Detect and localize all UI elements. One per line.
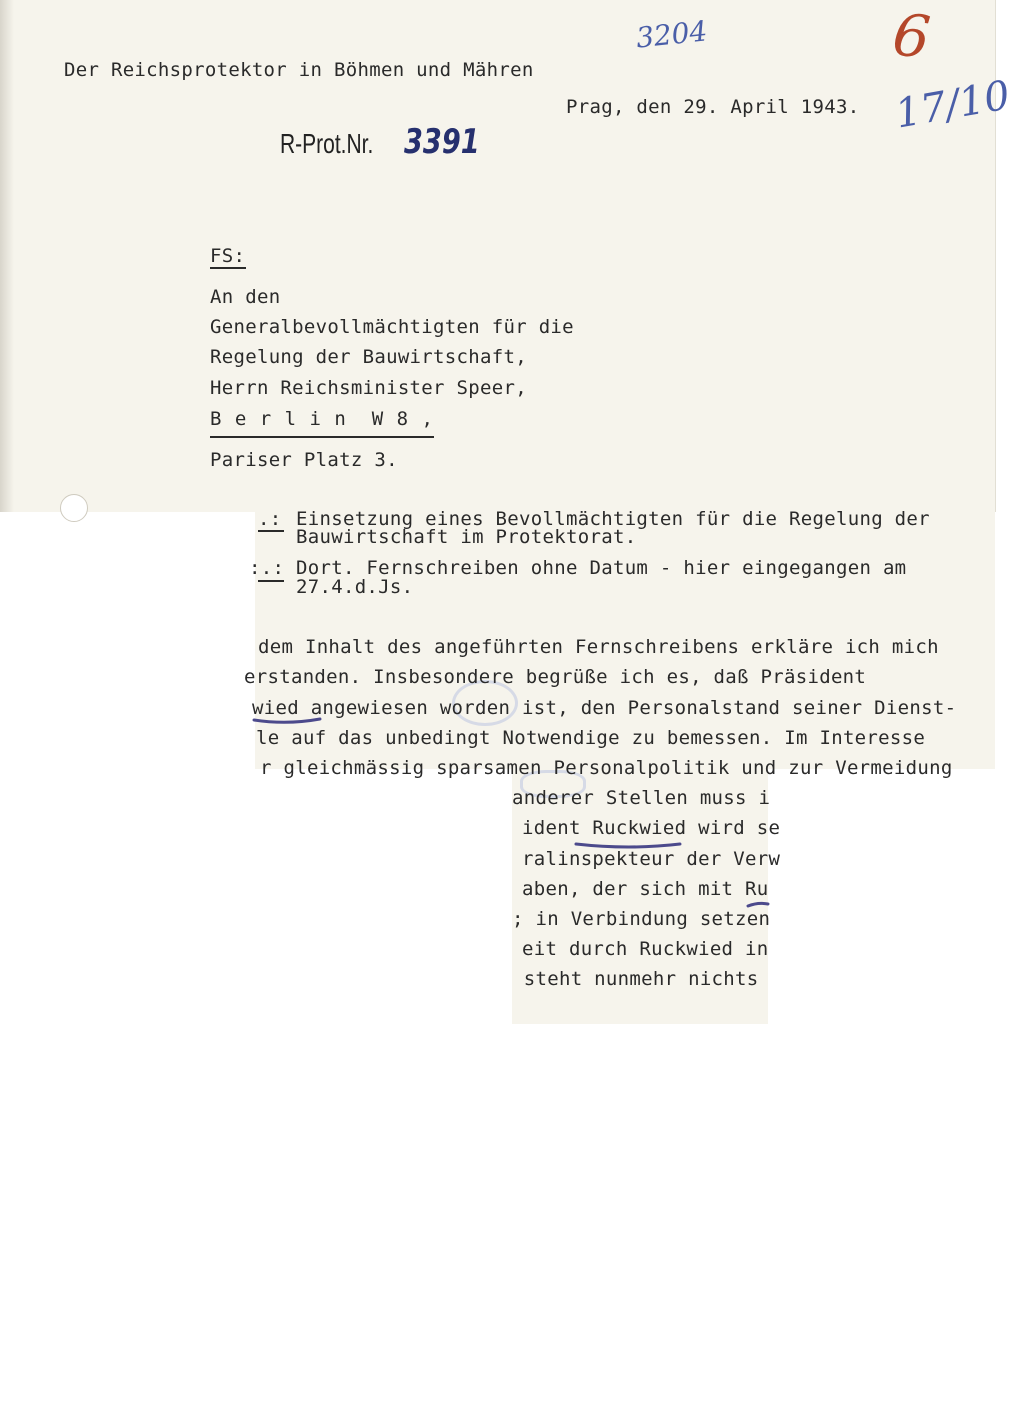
subject-line: Bauwirtschaft im Protektorat. xyxy=(296,526,637,548)
subject-label-underline xyxy=(258,530,284,532)
body-line: le auf das unbedingt Notwendige zu bemessen. Im Interesse xyxy=(256,727,926,749)
handwritten-margin-mark: 17/10 xyxy=(891,72,1013,138)
pen-underline-mark xyxy=(252,714,322,726)
body-line: erstanden. Insbesondere begrüße ich es, daß Präsident xyxy=(244,666,867,688)
handwritten-page-number: 6 xyxy=(889,0,934,72)
body-line: r gleichmässig sparsamen Personalpolitik und zur Vermeidung xyxy=(260,757,953,779)
address-line: Herrn Reichsminister Speer, xyxy=(210,377,527,399)
date-line: Prag, den 29. April 1943. xyxy=(566,96,860,118)
body-line: steht nunmehr nichts xyxy=(512,968,759,990)
address-line: Generalbevollmächtigten für die xyxy=(210,316,574,338)
address-line: An den xyxy=(210,286,281,308)
lower-fragment-clip xyxy=(512,768,781,1024)
address-line: Regelung der Bauwirtschaft, xyxy=(210,346,527,368)
reference-line: Dort. Fernschreiben ohne Datum - hier eingegangen am xyxy=(296,557,907,579)
city-underline xyxy=(210,436,434,438)
letterhead: Der Reichsprotektor in Böhmen und Mähren xyxy=(64,59,534,81)
pen-underline-mark xyxy=(746,898,770,910)
body-line: dem Inhalt des angeführten Fernschreibens erkläre ich mich xyxy=(258,636,939,658)
body-line: anderer Stellen muss i xyxy=(512,787,771,809)
handwritten-number: 3204 xyxy=(634,14,709,55)
reference-label-underline xyxy=(258,580,284,582)
protocol-stamp-number: 3391 xyxy=(404,122,480,162)
fs-label: FS: xyxy=(210,245,246,267)
subject-line: Einsetzung eines Bevollmächtigten für die Regelung der xyxy=(296,508,930,530)
subject-label-fragment: .: xyxy=(258,508,282,530)
pen-underline-mark xyxy=(574,838,684,850)
protocol-stamp-label: R-Prot.Nr. xyxy=(280,128,374,159)
body-line-cut-clip xyxy=(255,752,995,779)
reference-label-clip xyxy=(249,556,291,582)
address-street: Pariser Platz 3. xyxy=(210,449,398,471)
body-line: aben, der sich mit Ru xyxy=(522,878,769,900)
punch-hole xyxy=(60,494,88,522)
body-line: ident Ruckwied wird se xyxy=(522,817,781,839)
reference-label-fragment: :.: xyxy=(249,557,285,579)
body-line: eit durch Ruckwied in xyxy=(522,938,769,960)
fs-underline xyxy=(210,267,246,269)
body-line: ralinspekteur der Verw xyxy=(522,848,781,870)
page-edge-shadow xyxy=(0,0,14,512)
body-line: ; in Verbindung setzen xyxy=(512,908,771,930)
reference-line: 27.4.d.Js. xyxy=(296,576,414,598)
body-line: wied angewiesen worden ist, den Personalstand seiner Dienst- xyxy=(252,697,957,719)
address-city: B e r l i n W 8 , xyxy=(210,408,434,430)
